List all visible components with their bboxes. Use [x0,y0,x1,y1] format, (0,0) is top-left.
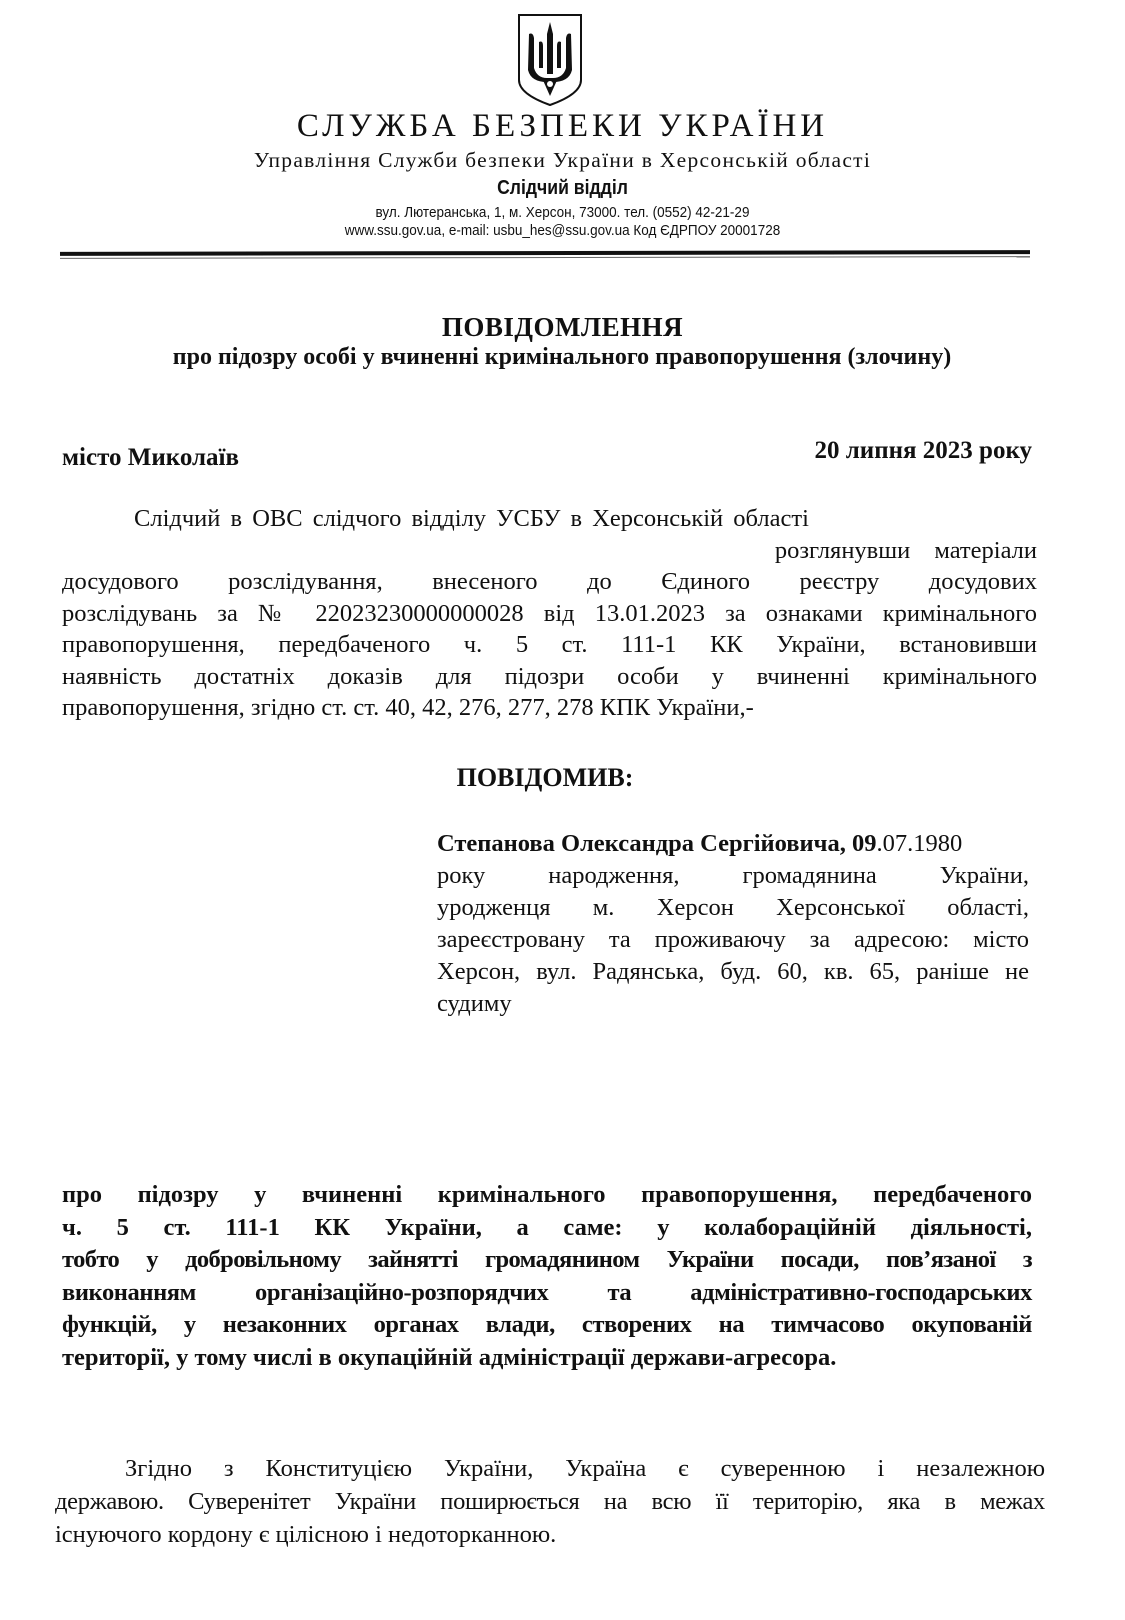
intro-line: правопорушення, згідно ст. ст. 40, 42, 276, 277, 278 КПК України,- [62,694,754,721]
organization-name: СЛУЖБА БЕЗПЕКИ УКРАЇНИ [296,108,829,144]
document-date: 20 липня 2023 року [814,437,1032,464]
suspect-birth-date-prefix: 09 [851,830,877,857]
suspect-line: року народження, громадянина України, [437,862,1029,889]
intro-paragraph [62,503,1037,724]
charge-line: тобто у добровільному зайнятті громадянином України посади, пов’язаної з [62,1246,1032,1273]
header-divider-thin [60,256,1030,259]
announcement-heading: ПОВІДОМИВ: [456,763,634,792]
document-place: місто Миколаїв [62,444,239,471]
charge-line: території, у тому числі в окупаційній адміністрації держави-агресора. [62,1343,837,1371]
suspect-line: зареєстровану та проживаючу за адресою: місто [437,926,1029,953]
constitution-line: Згідно з Конституцією України, Україна є суверенною і незалежною [125,1455,1045,1482]
constitution-line: державою. Суверенітет України поширюється на всю її територію, яка в межах [55,1488,1045,1515]
suspect-name: Степанова Олександра Сергійовича, [437,830,846,857]
document-subtitle: про підозру особі у вчиненні кримінального правопорушення (злочину) [172,344,952,370]
charge-line: ч. 5 ст. 111-1 КК України, а саме: у колабораційній діяльності, [62,1213,1032,1241]
constitution-line: існуючого кордону є цілісною і недоторканною. [55,1521,557,1548]
charge-line: виконанням організаційно-розпорядчих та адміністративно-господарських [62,1278,1032,1306]
intro-line: досудового розслідування, внесеного до Єдиного реєстру досудових [62,568,1037,595]
header-divider [60,250,1030,256]
intro-line: розглянувши матеріали [774,536,1037,564]
suspect-birth-date-rest: .07.1980 [876,830,963,857]
suspect-line: Херсон, вул. Радянська, буд. 60, кв. 65, раніше не [437,958,1029,985]
contacts-line: www.ssu.gov.ua, e-mail: usbu_hes@ssu.gov.ua Код ЄДРПОУ 20001728 [344,222,781,239]
suspect-line: уродженця м. Херсон Херсонської області, [437,894,1029,921]
intro-line: наявність достатніх доказів для підозри особи у вчиненні кримінального [62,662,1037,690]
division-name: Слідчий відділ [497,177,628,199]
department-name: Управління Служби безпеки України в Херсонській області [253,148,872,172]
charge-line: функцій, у незаконних органах влади, створених на тимчасово окупованій [62,1311,1032,1338]
suspect-block [437,828,1029,1020]
charge-paragraph [62,1179,1032,1374]
intro-line: Слідчий в ОВС слідчого відділу УСБУ в Херсонській області [134,505,809,532]
intro-line: правопорушення, передбаченого ч. 5 ст. 111-1 КК України, встановивши [62,631,1037,658]
intro-line: розслідувань за № 22023230000000028 від 13.01.2023 за ознаками кримінального [62,599,1037,627]
charge-line: про підозру у вчиненні кримінального правопорушення, передбаченого [62,1181,1032,1208]
suspect-line: судиму [437,990,512,1017]
constitution-paragraph [55,1452,1045,1551]
document-title: ПОВІДОМЛЕННЯ [441,312,684,342]
coat-of-arms-icon [515,12,585,107]
address-line: вул. Лютеранська, 1, м. Херсон, 73000. тел. (0552) 42-21-29 [375,204,750,221]
